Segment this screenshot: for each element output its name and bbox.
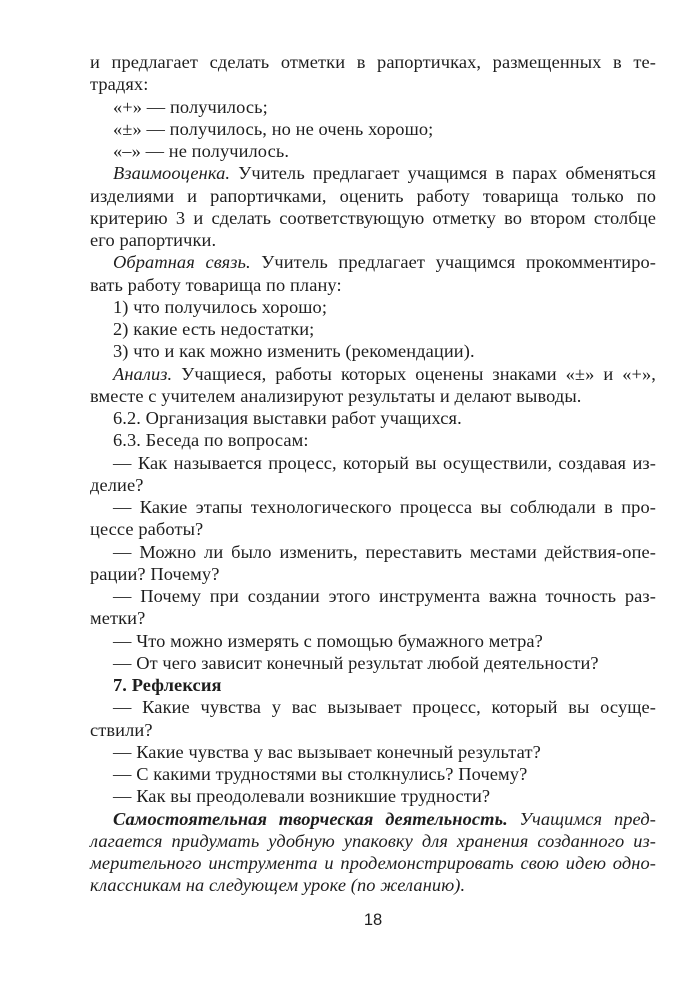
text-segment: Обратная связь.	[113, 252, 251, 273]
text-segment: «+» — получилось;	[113, 96, 268, 117]
text-segment: — Какие этапы технологического процесса вы соблюдали в про-	[113, 497, 656, 517]
text-segment: традях:	[90, 74, 149, 95]
text-line	[90, 229, 656, 251]
text-line	[90, 874, 656, 896]
text-line	[90, 808, 656, 830]
text-line	[90, 607, 656, 629]
text-line	[90, 763, 656, 785]
text-segment: Учащимся пред-	[507, 808, 656, 829]
text-line	[90, 296, 656, 318]
text-segment: 3) что и как можно изменить (рекомендации).	[113, 341, 475, 362]
text-line	[90, 73, 656, 95]
text-segment: Учитель предлагает учащимся в парах обменяться	[230, 163, 656, 184]
text-line	[90, 474, 656, 496]
text-line	[90, 140, 656, 162]
text-segment: цессе работы?	[90, 519, 204, 540]
text-line	[90, 541, 656, 563]
text-line	[90, 696, 656, 718]
text-segment: метки?	[90, 608, 146, 629]
text-segment: — Какие чувства у вас вызывает процесс, который вы осуще-	[113, 697, 656, 718]
text-segment: его рапортички.	[90, 230, 217, 250]
text-segment: рации? Почему?	[90, 563, 220, 584]
text-line	[90, 652, 656, 674]
text-segment: вместе с учителем анализируют результаты и делают выводы.	[90, 385, 582, 406]
text-line	[90, 585, 656, 607]
text-segment: ствили?	[90, 719, 153, 740]
text-segment: вать работу товарища по плану:	[90, 274, 342, 295]
text-segment: Учащиеся, работы которых оценены знаками «±» и «+»,	[172, 363, 656, 384]
text-line	[90, 96, 656, 118]
text-segment: — От чего зависит конечный результат любой деятельности?	[113, 652, 599, 673]
text-segment: Анализ.	[113, 363, 173, 384]
text-line	[90, 318, 656, 340]
text-segment: Взаимооценка.	[113, 163, 231, 184]
text-line	[90, 563, 656, 585]
text-line	[90, 719, 656, 741]
text-line	[90, 51, 656, 73]
text-line	[90, 340, 656, 362]
text-segment: — Как называется процесс, который вы осуществили, создавая из-	[113, 452, 656, 473]
text-segment: 1) что получилось хорошо;	[113, 296, 328, 317]
text-segment: — Можно ли было изменить, переставить местами действия-опе-	[113, 541, 656, 562]
text-segment: лагается придумать удобную упаковку для хранения созданного из-	[90, 830, 656, 851]
text-segment: мерительного инструмента и продемонстрировать свою идею одно-	[90, 853, 656, 873]
text-line	[90, 452, 656, 474]
text-segment: 6.2. Организация выставки работ учащихся.	[113, 408, 462, 428]
text-line	[90, 363, 656, 385]
text-line	[90, 496, 656, 518]
text-line	[90, 830, 656, 852]
text-line	[90, 118, 656, 140]
text-line	[90, 785, 656, 807]
text-line	[90, 674, 656, 696]
page-number: 18	[363, 911, 383, 929]
text-segment: Учитель предлагает учащимся прокомментиро-	[250, 252, 657, 273]
text-segment: критерию 3 и сделать соответствующую отметку во втором столбце	[90, 207, 656, 228]
text-segment: 2) какие есть недостатки;	[113, 319, 315, 339]
text-segment: изделиями и рапортичками, оценить работу товарища только по	[90, 185, 656, 206]
text-segment: делие?	[90, 474, 144, 495]
text-line	[90, 630, 656, 652]
text-line	[90, 185, 656, 207]
text-segment: 7. Рефлексия	[113, 675, 222, 695]
text-segment: — С какими трудностями вы столкнулись? Почему?	[113, 764, 528, 784]
text-line	[90, 741, 656, 763]
text-segment: классникам на следующем уроке (по желанию).	[90, 875, 466, 896]
text-line	[90, 251, 656, 273]
text-line	[90, 385, 656, 407]
text-segment: — Почему при создании этого инструмента важна точность раз-	[113, 586, 656, 606]
text-segment: — Какие чувства у вас вызывает конечный результат?	[113, 741, 541, 762]
text-line	[90, 518, 656, 540]
text-segment: — Как вы преодолевали возникшие трудности?	[113, 786, 491, 807]
text-segment: «±» — получилось, но не очень хорошо;	[113, 118, 434, 139]
text-line	[90, 429, 656, 451]
text-segment: Самостоятельная творческая деятельность.	[113, 808, 508, 829]
text-line	[90, 852, 656, 874]
text-line	[90, 407, 656, 429]
text-line	[90, 274, 656, 296]
text-segment: 6.3. Беседа по вопросам:	[113, 430, 309, 451]
text-segment: и предлагает сделать отметки в рапортичках, размещенных в те-	[90, 52, 656, 72]
text-segment: — Что можно измерять с помощью бумажного метра?	[113, 630, 543, 651]
text-line	[90, 162, 656, 184]
text-segment: «–» — не получилось.	[113, 141, 290, 161]
text-line	[90, 207, 656, 229]
page-text-block	[90, 51, 656, 897]
